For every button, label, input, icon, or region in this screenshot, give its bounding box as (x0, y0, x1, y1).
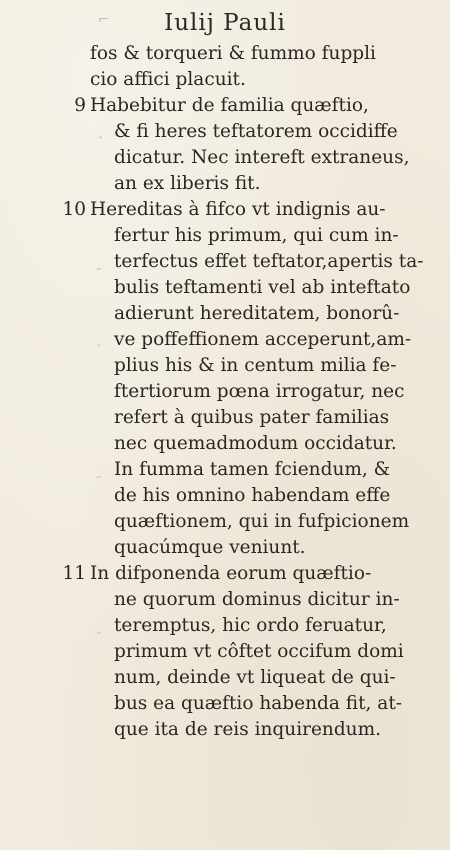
paragraph-number: 10 (62, 199, 86, 220)
paragraph-number: 11 (62, 563, 86, 584)
text-line: In fumma tamen fciendum, & (114, 459, 391, 480)
paragraph-9-first-line (74, 93, 435, 119)
bleed-through-mark: - (96, 258, 102, 277)
text-line: Habebitur de familia quæftio, (90, 95, 369, 116)
text-line: bus ea quæftio habenda fit, at- (114, 693, 403, 714)
text-line: refert à quibus pater familias (114, 407, 390, 428)
text-line: terfectus effet teftator,apertis ta- (114, 251, 424, 272)
text-line: an ex liberis fit. (114, 173, 261, 194)
text-line: In difponenda eorum quæftio- (90, 563, 372, 584)
text-line: quacúmque veniunt. (114, 537, 306, 558)
text-line: Hereditas à fifco vt indignis au- (90, 199, 386, 220)
text-line: teremptus, hic ordo feruatur, (114, 615, 387, 636)
text-line: que ita de reis inquirendum. (114, 719, 381, 740)
text-line: nec quemadmodum occidatur. (114, 433, 397, 454)
page-corner-mark: ⌐ (98, 12, 110, 28)
text-line: cio affici placuit. (90, 69, 246, 90)
text-line: ne quorum dominus dicitur in- (114, 589, 400, 610)
text-line: fertur his primum, qui cum in- (114, 225, 399, 246)
bleed-through-mark: - (96, 466, 102, 485)
paragraph-number: 9 (74, 95, 86, 116)
text-line: primum vt côftet occifum domi (114, 641, 404, 662)
text-line: bulis teftamenti vel ab inteftato (114, 277, 411, 298)
text-line: adierunt hereditatem, bonorû- (114, 303, 400, 324)
text-line: & fi heres teftatorem occidiffe (114, 121, 398, 142)
text-line: ftertiorum pœna irrogatur, nec (114, 381, 405, 402)
paragraph-10-first-line (62, 197, 435, 223)
text-line: ve poffeffionem acceperunt,am- (114, 329, 412, 350)
text-line: quæftionem, qui in fufpicionem (114, 511, 410, 532)
text-line: dicatur. Nec intereft extraneus, (114, 147, 410, 168)
text-line: num, deinde vt liqueat de qui- (114, 667, 396, 688)
text-line: plius his & in centum milia fe- (114, 355, 397, 376)
text-line: fos & torqueri & fummo fuppli (90, 43, 376, 64)
text-line: de his omnino habendam effe (114, 485, 391, 506)
bleed-through-mark: · (98, 128, 104, 147)
running-header: Iulij Pauli (164, 10, 286, 36)
bleed-through-mark: - (96, 622, 102, 641)
text-block (62, 41, 435, 743)
paragraph-11-first-line (62, 561, 435, 587)
bleed-through-mark: · (96, 336, 102, 355)
